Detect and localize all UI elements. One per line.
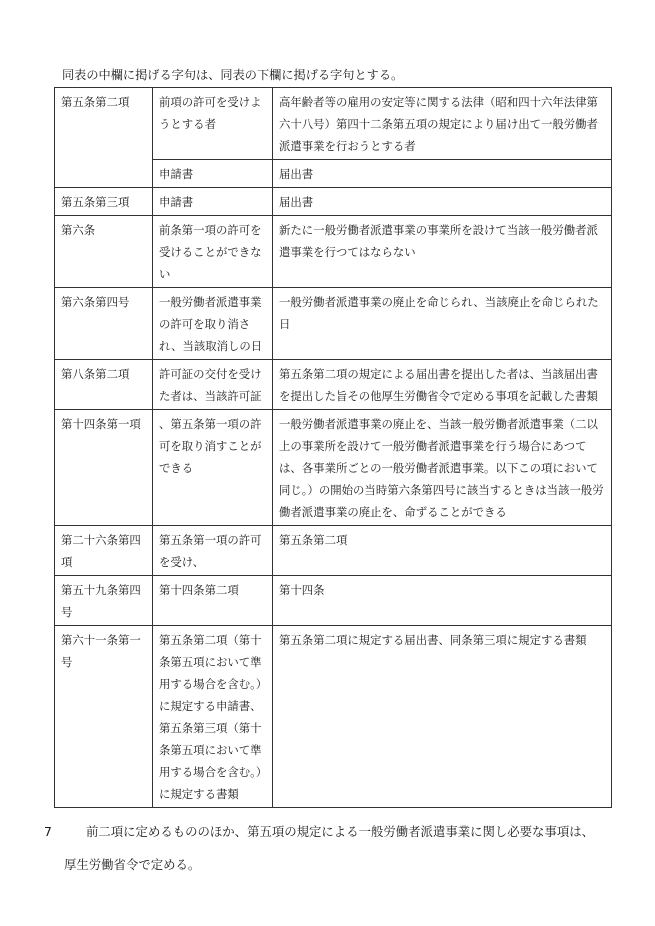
replacement-table — [54, 87, 612, 808]
table-row — [55, 576, 612, 626]
replacement-phrase-cell: 第五条第二項の規定による届出書を提出した者は、当該届出書を提出した旨その他厚生労働省令で定める事項を記載した書類 — [273, 360, 612, 410]
article-cell: 第六十一条第一号 — [55, 626, 153, 808]
article-cell: 第八条第二項 — [55, 360, 153, 410]
original-phrase-cell: 許可証の交付を受けた者は、当該許可証 — [153, 360, 273, 410]
table-row — [55, 626, 612, 808]
replacement-phrase-cell: 第五条第二項 — [273, 526, 612, 576]
table-row — [55, 288, 612, 360]
table-row — [55, 360, 612, 410]
article-cell: 第六条 — [55, 216, 153, 288]
original-phrase-cell: 前項の許可を受けようとする者 — [153, 88, 273, 160]
table-row — [55, 188, 612, 216]
replacement-phrase-cell: 届出書 — [273, 188, 612, 216]
table-row — [55, 216, 612, 288]
replacement-phrase-cell: 届出書 — [273, 160, 612, 188]
article-cell: 第六条第四号 — [55, 288, 153, 360]
replacement-phrase-cell: 一般労働者派遣事業の廃止を、当該一般労働者派遣事業（二以上の事業所を設けて一般労働者派遣事業を行う場合にあつては、各事業所ごとの一般労働者派遣事業。以下この項において同じ。）の開始の当時第六条第四号に該当するときは当該一般労働者派遣事業の廃止を、命ずることができる — [273, 410, 612, 526]
article-cell: 第五十九条第四号 — [55, 576, 153, 626]
replacement-phrase-cell: 一般労働者派遣事業の廃止を命じられ、当該廃止を命じられた日 — [273, 288, 612, 360]
paragraph-number: 7 — [44, 824, 52, 839]
table-row — [55, 526, 612, 576]
paragraph-line-2: 厚生労働省令で定める。 — [64, 857, 201, 872]
table-row — [55, 410, 612, 526]
article-cell: 第十四条第一項 — [55, 410, 153, 526]
original-phrase-cell: 前条第一項の許可を受けることができない — [153, 216, 273, 288]
original-phrase-cell: 申請書 — [153, 160, 273, 188]
replacement-phrase-cell: 高年齢者等の雇用の安定等に関する法律（昭和四十六年法律第六十八号）第四十二条第五項の規定により届け出て一般労働者派遣事業を行おうとする者 — [273, 88, 612, 160]
paragraph-line-1: 前二項に定めるもののほか、第五項の規定による一般労働者派遣事業に関し必要な事項は、 — [86, 824, 595, 839]
replacement-phrase-cell: 新たに一般労働者派遣事業の事業所を設けて当該一般労働者派遣事業を行つてはならない — [273, 216, 612, 288]
original-phrase-cell: 第十四条第二項 — [153, 576, 273, 626]
intro-text: 同表の中欄に掲げる字句は、同表の下欄に掲げる字句とする。 — [62, 68, 404, 82]
article-cell: 第二十六条第四項 — [55, 526, 153, 576]
replacement-phrase-cell: 第五条第二項に規定する届出書、同条第三項に規定する書類 — [273, 626, 612, 808]
original-phrase-cell: 申請書 — [153, 188, 273, 216]
table-row — [55, 88, 612, 160]
replacement-phrase-cell: 第十四条 — [273, 576, 612, 626]
original-phrase-cell: 、第五条第一項の許可を取り消すことができる — [153, 410, 273, 526]
original-phrase-cell: 一般労働者派遣事業の許可を取り消され、当該取消しの日 — [153, 288, 273, 360]
article-cell: 第五条第三項 — [55, 188, 153, 216]
article-cell: 第五条第二項 — [55, 88, 153, 188]
original-phrase-cell: 第五条第一項の許可を受け、 — [153, 526, 273, 576]
original-phrase-cell: 第五条第二項（第十条第五項において準用する場合を含む。）に規定する申請書、第五条第三項（第十条第五項において準用する場合を含む。）に規定する書類 — [153, 626, 273, 808]
